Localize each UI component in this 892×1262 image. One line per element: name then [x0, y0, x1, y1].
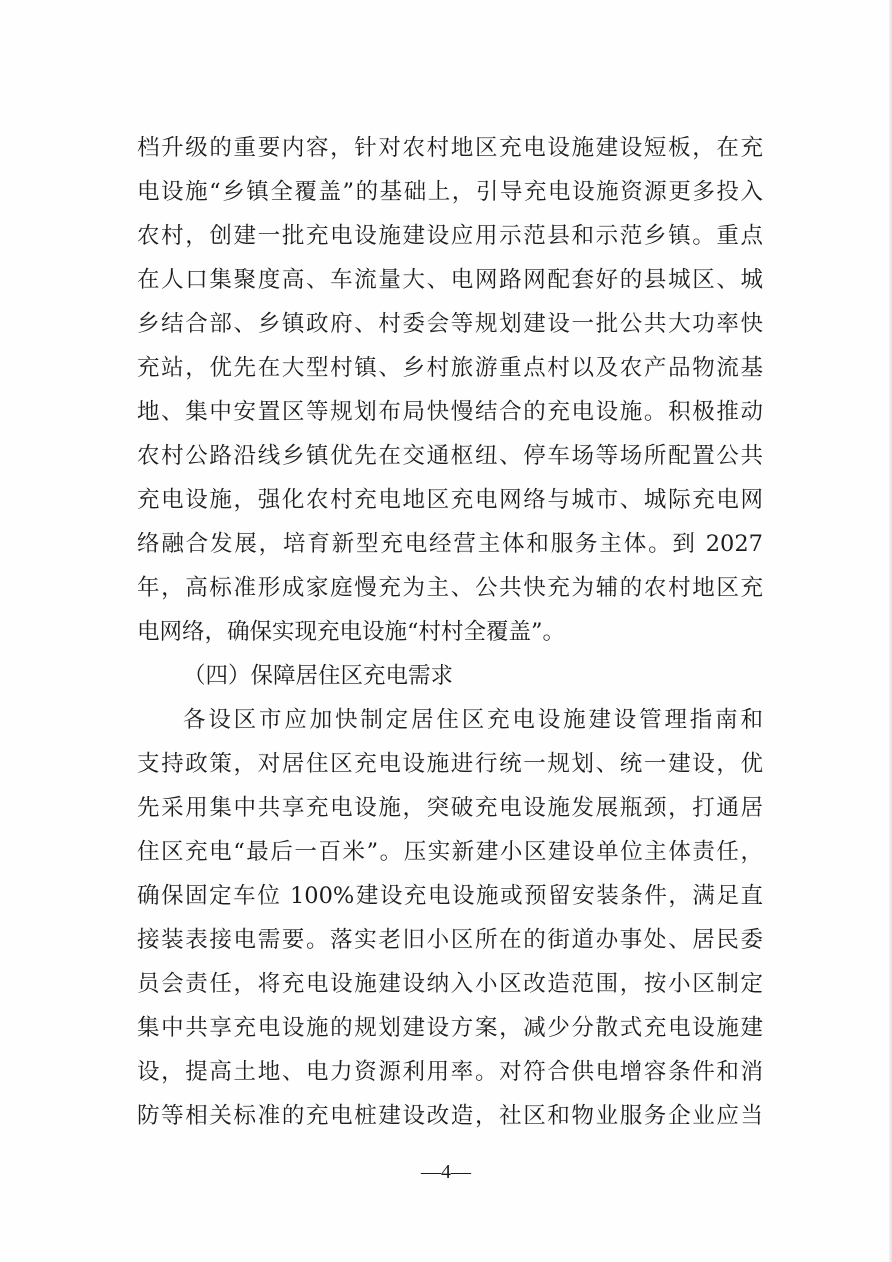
- text-line: 员会责任，将充电设施建设纳入小区改造范围，按小区制定: [137, 971, 763, 997]
- text-line: 确保固定车位 100%建设充电设施或预留安装条件，满足直: [137, 883, 763, 909]
- text-line: 先采用集中共享充电设施，突破充电设施发展瓶颈，打通居: [137, 795, 763, 821]
- text-line: 设，提高土地、电力资源利用率。对符合供电增容条件和消: [137, 1059, 763, 1085]
- text-line: 在人口集聚度高、车流量大、电网路网配套好的县城区、城: [137, 267, 763, 293]
- text-line: 农村，创建一批充电设施建设应用示范县和示范乡镇。重点: [137, 223, 763, 249]
- text-line: 电设施“乡镇全覆盖”的基础上，引导充电设施资源更多投入: [137, 179, 763, 205]
- text-line: 接装表接电需要。落实老旧小区所在的街道办事处、居民委: [137, 927, 763, 953]
- text-line: 充站，优先在大型村镇、乡村旅游重点村以及农产品物流基: [137, 355, 763, 381]
- text-line: 乡结合部、乡镇政府、村委会等规划建设一批公共大功率快: [137, 311, 763, 337]
- body-text: [137, 126, 763, 1138]
- text-line: 各设区市应加快制定居住区充电设施建设管理指南和: [183, 707, 763, 733]
- text-line: 地、集中安置区等规划布局快慢结合的充电设施。积极推动: [137, 399, 763, 425]
- text-line: 充电设施，强化农村充电地区充电网络与城市、城际充电网: [137, 487, 763, 513]
- text-line: 电网络，确保实现充电设施“村村全覆盖”。: [137, 619, 566, 645]
- text-line: 支持政策，对居住区充电设施进行统一规划、统一建设，优: [137, 751, 763, 777]
- text-line: 集中共享充电设施的规划建设方案，减少分散式充电设施建: [137, 1015, 763, 1041]
- text-line: 农村公路沿线乡镇优先在交通枢纽、停车场等场所配置公共: [137, 443, 763, 469]
- text-line: 络融合发展，培育新型充电经营主体和服务主体。到 2027: [137, 531, 763, 557]
- text-line: 年，高标准形成家庭慢充为主、公共快充为辅的农村地区充: [137, 575, 763, 601]
- text-line: 住区充电“最后一百米”。压实新建小区建设单位主体责任，: [137, 839, 763, 865]
- text-line: 档升级的重要内容，针对农村地区充电设施建设短板，在充: [137, 135, 763, 161]
- text-line: 防等相关标准的充电桩建设改造，社区和物业服务企业应当: [137, 1103, 763, 1129]
- section-heading: （四）保障居住区充电需求: [183, 663, 454, 689]
- page-number: —4—: [421, 1161, 471, 1183]
